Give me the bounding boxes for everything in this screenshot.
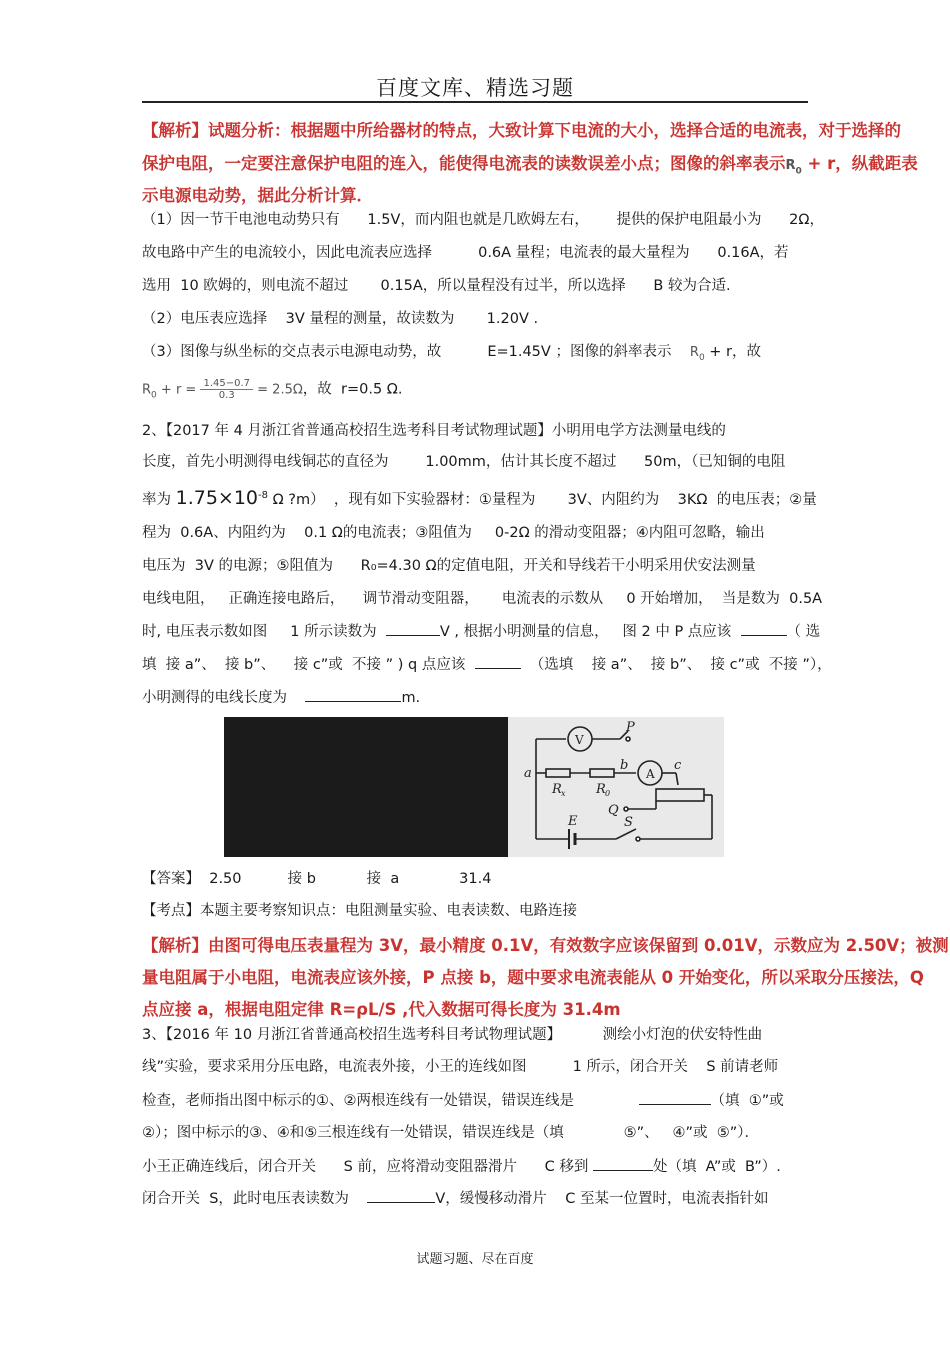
answer-blank-slider-position[interactable] (593, 1156, 653, 1171)
q1-para2: 故电路中产生的电流较小，因此电流表应选择 0.6A 量程；电流表的最大量程为 0.16A，若 (142, 245, 789, 261)
header-rule (142, 101, 808, 103)
circuit-figure (224, 717, 724, 857)
q1-para6 (142, 378, 402, 405)
q2-answer: 【答案】 2.50 接 b 接 a 31.4 (142, 871, 492, 887)
voltmeter-photo-redacted (224, 717, 508, 857)
q2-line1: 2、【2017 年 4 月浙江省普通高校招生选考科目考试物理试题】小明用电学方法测量电线的 (142, 423, 726, 439)
analysis2-line1 (142, 934, 949, 958)
q2-line7 (142, 621, 820, 642)
q1-para5-tail: + r，故 (704, 344, 762, 360)
formula-result: = 2.5Ω (253, 382, 303, 398)
q2-line3-rest: Ω ?m） ，现有如下实验器材：①量程为 3V、内阻约为 3KΩ 的电压表；②量 (268, 491, 817, 508)
analysis1-line3: 示电源电动势，据此分析计算． (142, 186, 373, 205)
q2-line4: 程为 0.6A、内阻约为 0.1 Ω的电流表；③阻值为 0-2Ω 的滑动变阻器；④内阻可忽略，输出 (142, 525, 765, 541)
q3-line1: 3、【2016 年 10 月浙江省普通高校招生选考科目考试物理试题】 测绘小灯泡的伏安特性曲 (142, 1027, 763, 1043)
resistivity-value: 1.75×10 (175, 486, 259, 509)
resistivity-exponent: -8 (258, 490, 268, 501)
q2-line7-c: （ 选 (786, 624, 821, 640)
q2-line9-b: m. (401, 690, 421, 706)
q1-para5 (142, 342, 761, 368)
answer-blank-q-point[interactable] (475, 654, 521, 669)
voltmeter-label: V (575, 733, 584, 747)
fraction-denominator: 0.3 (218, 390, 235, 401)
analysis1-line1 (142, 119, 901, 143)
q3-line2: 线”实验，要求采用分压电路，电流表外接，小王的连线如图 1 所示，闭合开关 S 前请老师 (142, 1059, 779, 1075)
q3-line6-a: 闭合开关 S，此时电压表读数为 (142, 1191, 368, 1207)
q2-line6: 电线电阻， 正确连接电路后， 调节滑动变阻器， 电流表的示数从 0 开始增加， 当是数为 0.5A (142, 591, 823, 607)
q3-line3-a: 检查，老师指出图中标示的①、②两根连线有一处错误，错误连线是 (142, 1093, 639, 1109)
analysis2-line3: 点应接 a，根据电阻定律 R=ρL/S ,代入数据可得长度为 31.4m (142, 1000, 621, 1019)
q2-knowledge-point: 【考点】本题主要考察知识点：电阻测量实验、电表读数、电路连接 (142, 903, 577, 919)
q1-para3: 选用 10 欧姆的，则电流不超过 0.15A，所以量程没有过半，所以选择 B 较为合适. (142, 278, 731, 294)
r0-subscript: 0 (698, 352, 705, 363)
emf-label: E (568, 814, 578, 829)
q3-line4: ②）；图中标示的③、④和⑤三根连线有一处错误，错误连线是（填 ⑤”、 ④”或 ⑤”）． (142, 1125, 759, 1141)
q3-line6-b: V，缓慢移动滑片 C 至某一位置时，电流表指针如 (435, 1191, 769, 1207)
q2-line8 (142, 654, 832, 675)
q2-line9 (142, 687, 420, 708)
answer-blank-p-point[interactable] (741, 621, 787, 636)
analysis1-text2: 保护电阻，一定要注意保护电阻的连入，能使得电流表的读数误差小点；图像的斜率表示 (142, 154, 786, 173)
analysis2-line2: 量电阻属于小电阻，电流表应该外接，P 点接 b，题中要求电流表能从 0 开始变化，所以采取分压接法，Q (142, 968, 924, 987)
analysis-tag: 【解析】 (142, 121, 208, 140)
q3-line5 (142, 1156, 781, 1177)
q2-line7-b: V , 根据小明测量的信息， 图 2 中 P 点应该 (439, 624, 741, 640)
r0-symbol: R (142, 382, 152, 398)
q3-line3-b: （填 ①”或 (710, 1093, 784, 1109)
q2-line2: 长度，首先小明测得电线铜芯的直径为 1.00mm，估计其长度不超过 50m，（已知铜的电阻 (142, 454, 786, 470)
fraction-numerator: 1.45−0.7 (200, 378, 253, 390)
q2-line7-a: 时, 电压表示数如图 1 所示读数为 (142, 624, 386, 640)
q3-line5-b: 处（填 A”或 B”）. (652, 1159, 781, 1175)
point-c-label: c (674, 758, 682, 773)
q2-line3 (142, 486, 817, 510)
rx-label: R (552, 782, 562, 797)
point-p-label: P (626, 720, 635, 735)
ammeter-label: A (646, 767, 655, 781)
r0-symbol: R (785, 158, 796, 173)
analysis1-text2b: + r，纵截距表 (801, 154, 918, 173)
answer-blank-voltage[interactable] (386, 621, 440, 636)
q3-line3 (142, 1090, 784, 1111)
formula-fraction (200, 378, 253, 401)
point-a-label: a (524, 766, 532, 781)
q1-para5-text: （3）图像与纵坐标的交点表示电源电动势，故 E=1.45V ；图像的斜率表示 (142, 344, 690, 360)
r0-subscript: 0 (795, 166, 802, 177)
q3-line6 (142, 1188, 768, 1209)
q2-line9-a: 小明测得的电线长度为 (142, 690, 306, 706)
r0-subscript: 0 (151, 390, 157, 401)
page-header-title: 百度文库、精选习题 (376, 76, 574, 100)
q2-line8-a: 填 接 a”、 接 b”、 接 c”或 不接 ” ) q 点应该 (142, 657, 475, 673)
q2-line8-b: （选填 接 a”、 接 b”、 接 c”或 不接 ”）， (520, 657, 832, 673)
q1-para4: （2）电压表应选择 3V 量程的测量，故读数为 1.20V . (142, 311, 539, 327)
r0-label: R (596, 782, 606, 797)
r0-label-subscript: 0 (605, 789, 611, 798)
point-b-label: b (620, 758, 629, 773)
answer-blank-voltmeter-reading[interactable] (367, 1188, 435, 1203)
page-footer: 试题习题、尽在百度 (416, 1252, 534, 1267)
switch-label: S (624, 815, 633, 830)
q1-para1: （1）因一节干电池电动势只有 1.5V，而内阻也就是几欧姆左右， 提供的保护电阻最小为 2Ω， (142, 212, 824, 228)
answer-blank-wrong-wire-1[interactable] (639, 1090, 711, 1105)
answer-blank-length[interactable] (305, 687, 401, 702)
analysis1-line2 (142, 152, 918, 183)
q1-para6-tail: ，故 r=0.5 Ω. (302, 381, 403, 398)
q2-line3-prefix: 率为 (142, 491, 176, 508)
formula-plus-r: + r = (156, 382, 201, 398)
rx-subscript: x (561, 789, 566, 798)
analysis-tag: 【解析】 (142, 936, 208, 955)
analysis1-text1: 试题分析：根据题中所给器材的特点，大致计算下电流的大小，选择合适的电流表，对于选择的 (208, 121, 901, 140)
point-q-label: Q (608, 803, 619, 818)
r0-symbol: R (689, 345, 699, 360)
q3-line5-a: 小王正确连线后，闭合开关 S 前，应将滑动变阻器滑片 C 移到 (142, 1159, 593, 1175)
analysis2-text1: 由图可得电压表量程为 3V，最小精度 0.1V，有效数字应该保留到 0.01V，示数应为 2.50V；被测 (208, 936, 949, 955)
q2-line5: 电压为 3V 的电源；⑤阻值为 R₀=4.30 Ω的定值电阻，开关和导线若干小明采用伏安法测量 (142, 558, 756, 574)
